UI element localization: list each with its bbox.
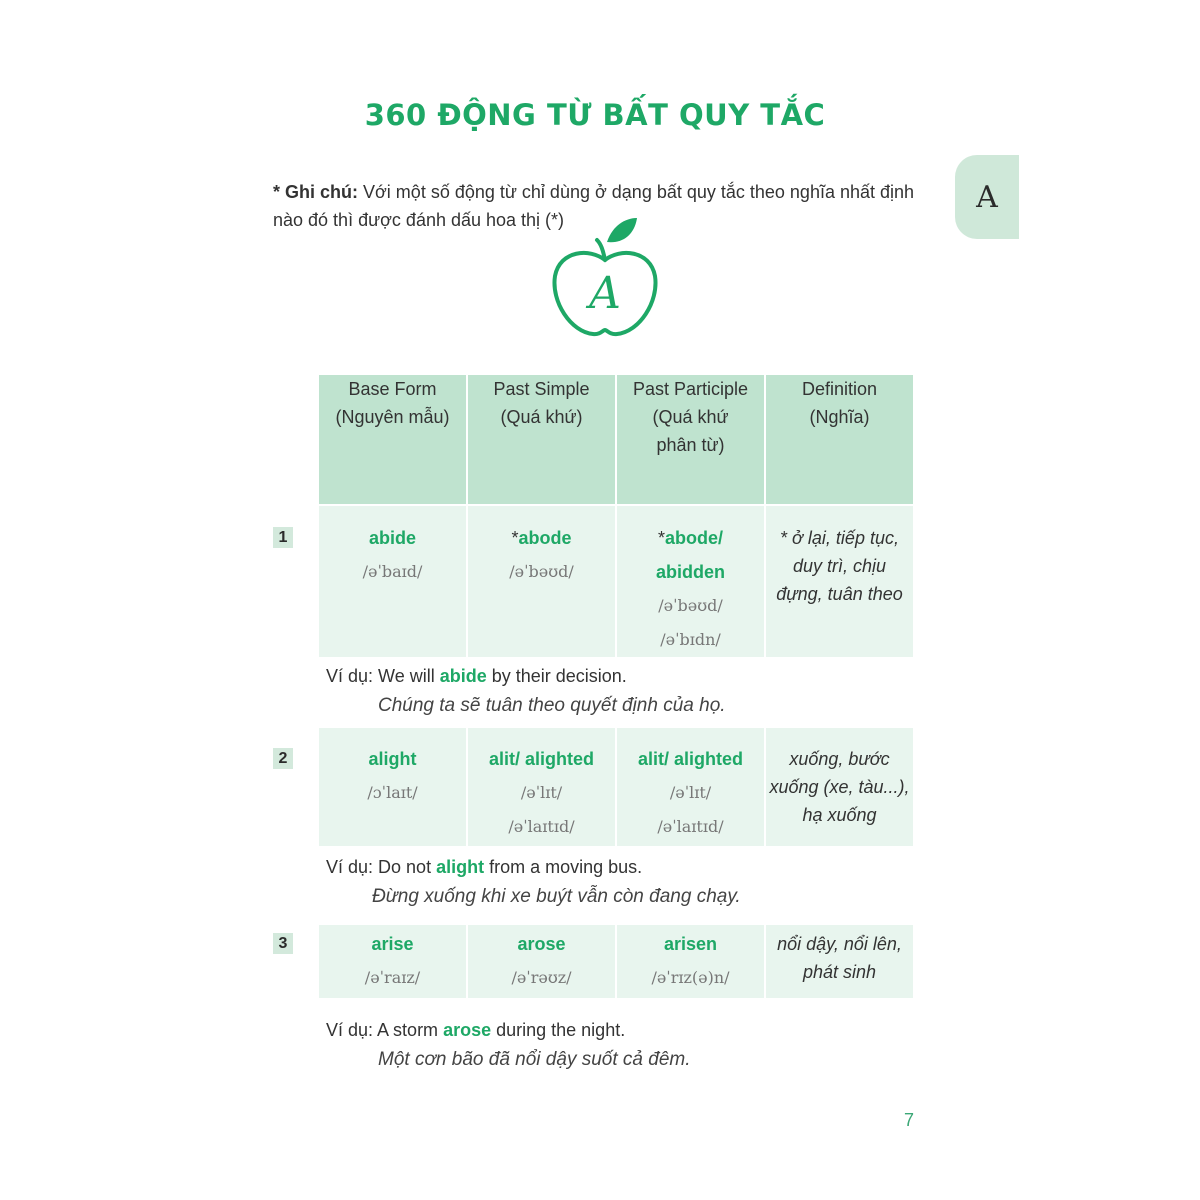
entry-participle-cell: alit/ alighted /əˈlɪt/ /əˈlaɪtɪd/ [617,728,764,846]
apple-logo-icon [545,214,665,339]
header-table [317,375,915,504]
apple-letter: A [589,268,621,319]
note-label: * Ghi chú: [273,182,358,202]
entry-participle-cell: arisen /əˈrɪz(ə)n/ [617,925,764,998]
example-translation: Một cơn bão đã nổi dậy suốt cả đêm. [378,1049,691,1070]
header-base: Base Form (Nguyên mẫu) [319,375,466,504]
entry-participle-cell: *abode/ abidden /əˈbəʊd/ /əˈbɪdn/ [617,506,764,657]
section-tab-letter: A [976,179,998,215]
entry-row [317,728,915,846]
entry-past-cell: alit/ alighted /əˈlɪt/ /əˈlaɪtɪd/ [468,728,615,846]
entry-row [317,506,915,657]
example-sentence: Ví dụ: A storm arose during the night. [326,1020,626,1040]
entry-row [317,925,915,998]
example-translation: Chúng ta sẽ tuân theo quyết định của họ. [378,695,726,716]
example-sentence: Ví dụ: We will abide by their decision. [326,666,627,686]
page-number: 7 [904,1110,915,1130]
example-translation: Đừng xuống khi xe buýt vẫn còn đang chạy. [372,886,741,907]
entry-past-cell: arose /əˈrəʊz/ [468,925,615,998]
entry-number: 3 [273,933,293,954]
entry-definition-cell: nổi dậy, nổi lên, phát sinh [766,925,913,998]
entry-past-cell: *abode /əˈbəʊd/ [468,506,615,657]
header-participle: Past Participle (Quá khứ phân từ) [617,375,764,504]
section-tab[interactable] [955,155,1019,239]
note-text: Với một số động từ chỉ dùng ở dạng bất quy tắc theo nghĩa nhất định nào đó thì được đánh dấu hoa thị (*) [273,182,915,230]
entry-base-cell: alight /ɔˈlaɪt/ [319,728,466,846]
entry-base-cell: abide /əˈbaɪd/ [319,506,466,657]
header-past: Past Simple (Quá khứ) [468,375,615,504]
entry-definition-cell: xuống, bước xuống (xe, tàu...), hạ xuống [766,728,913,846]
page-title: 360 ĐỘNG TỪ BẤT QUY TẮC [364,98,826,132]
entry-base-cell: arise /əˈraɪz/ [319,925,466,998]
entry-definition-cell: * ở lại, tiếp tục, duy trì, chịu đựng, tuân theo [766,506,913,657]
header-definition: Definition (Nghĩa) [766,375,913,504]
entry-number: 2 [273,748,293,769]
entry-number: 1 [273,527,293,548]
example-sentence: Ví dụ: Do not alight from a moving bus. [326,857,643,877]
